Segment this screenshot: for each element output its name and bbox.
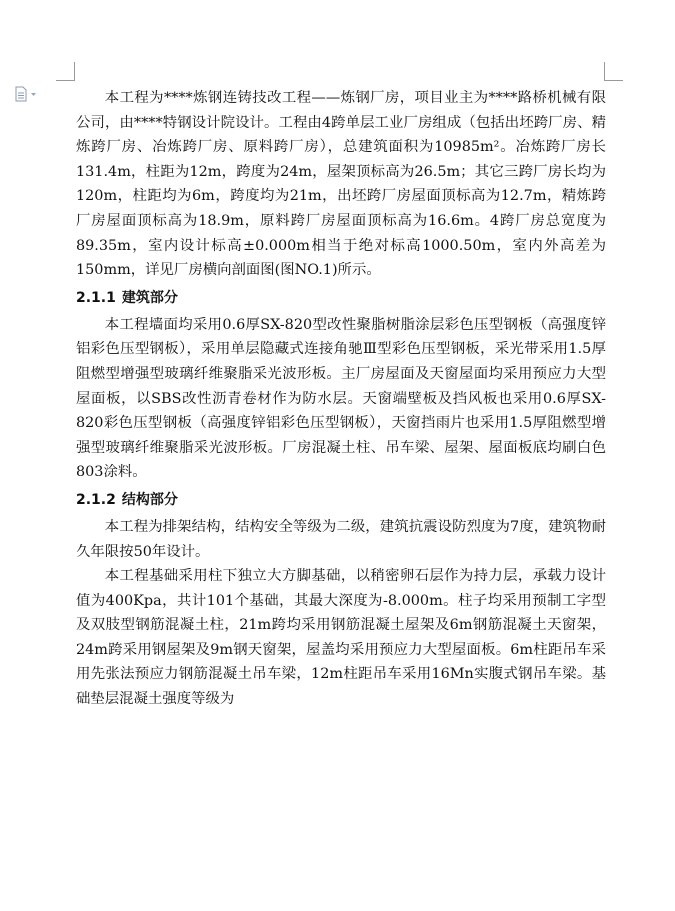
- architecture-paragraph: 本工程墙面均采用0.6厚SX-820型改性聚脂树脂涂层彩色压型钢板（高强度锌铝彩色压型钢板），采用单层隐藏式连接角驰Ⅲ型彩色压型钢板，采光带采用1.5厚阻燃型增强型玻璃纤维聚脂采光波形板。主厂房屋面及天窗屋面均采用预应力大型屋面板，以SBS改性沥青卷材作为防水层。天窗端壁板及挡风板也采用0.6厚SX-820彩色压型钢板（高强度锌铝彩色压型钢板），天窗挡雨片也采用1.5厚阻燃型增强型玻璃纤维聚脂采光波形板。厂房混凝土柱、吊车梁、屋架、屋面板底均刷白色803涂料。: [76, 316, 606, 481]
- document-icon[interactable]: [14, 86, 40, 102]
- structure-paragraph-1: 本工程为排架结构，结构安全等级为二级，建筑抗震设防烈度为7度，建筑物耐久年限按50年设计。: [76, 518, 606, 560]
- intro-paragraph: 本工程为****炼钢连铸技改工程——炼钢厂房，项目业主为****路桥机械有限公司，由****特钢设计院设计。工程由4跨单层工业厂房组成（包括出坯跨厂房、精炼跨厂房、冶炼跨厂房、原料跨厂房），总建筑面积为10985m²。冶炼跨厂房长131.4m，柱距为12m，跨度为24m，屋架顶标高为26.5m；其它三跨厂房长均为120m，柱距均为6m，跨度均为21m，出坯跨厂房屋面顶标高为12.7m，精炼跨厂房屋面顶标高为18.9m，原料跨厂房屋面顶标高为16.6m。4跨厂房总宽度为89.35m，室内设计标高±0.000m相当于绝对标高1000.50m，室内外高差为150mm，详见厂房横向剖面图(图NO.1)所示。: [76, 90, 606, 279]
- section-title: 结构部分: [121, 491, 178, 508]
- section-number: 2.1.1: [76, 289, 116, 306]
- document-body: [76, 86, 606, 712]
- section-number: 2.1.2: [76, 491, 116, 508]
- crop-mark-top-left: [56, 62, 75, 81]
- crop-mark-top-right: [604, 62, 623, 81]
- section-title: 建筑部分: [121, 289, 178, 306]
- section-heading-architecture: [76, 286, 606, 310]
- structure-paragraph-2: 本工程基础采用柱下独立大方脚基础，以稍密卵石层作为持力层，承载力设计值为400Kpa，共计101个基础，其最大深度为-8.000m。柱子均采用预制工字型及双肢型钢筋混凝土柱，21m跨均采用钢筋混凝土屋架及6m钢筋混凝土天窗架，24m跨采用钢屋架及9m钢天窗架，屋盖均采用预应力大型屋面板。6m柱距吊车采用先张法预应力钢筋混凝土吊车梁，12m柱距吊车采用16Mn实腹式钢吊车梁。基础垫层混凝土强度等级为: [76, 568, 606, 708]
- section-heading-structure: [76, 488, 606, 512]
